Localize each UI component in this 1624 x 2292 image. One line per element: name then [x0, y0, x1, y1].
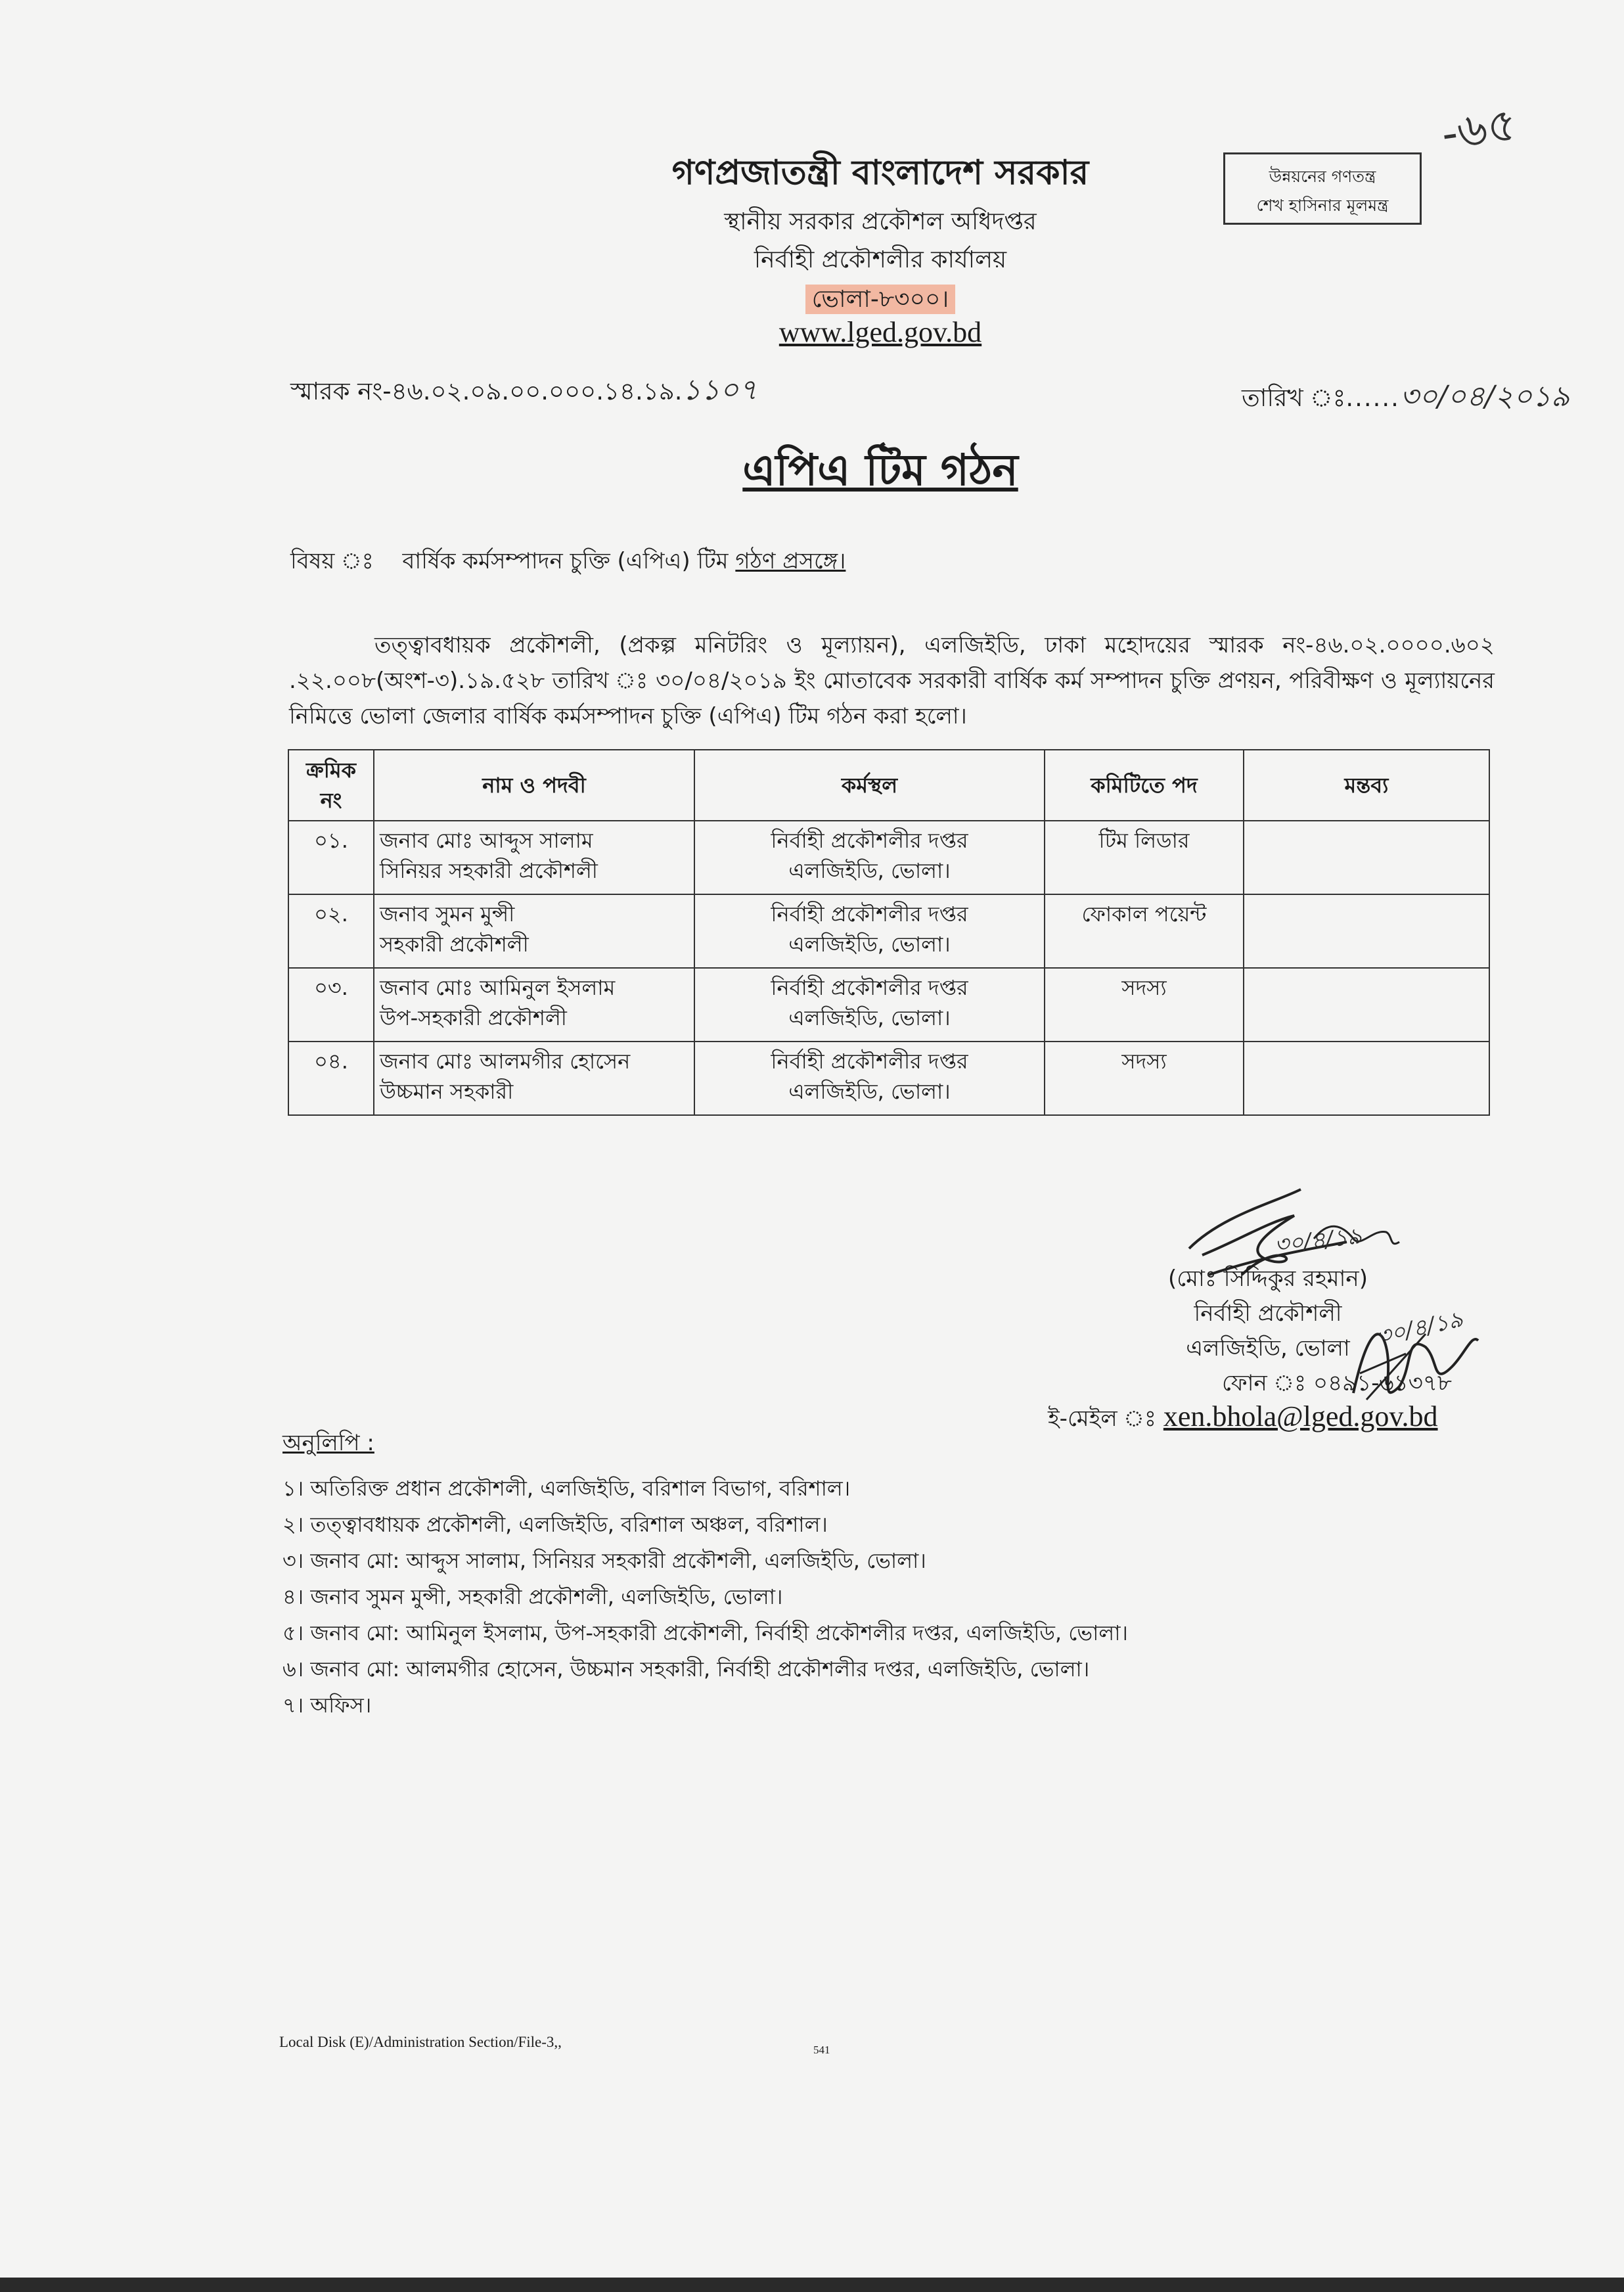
list-item: ১। অতিরিক্ত প্রধান প্রকৌশলী, এলজিইডি, বরিশাল বিভাগ, বরিশাল। — [282, 1476, 851, 1501]
row-serial: ০১. — [288, 821, 374, 894]
row-workplace-cell — [694, 968, 1045, 1042]
memo-date-handwritten: ৩০/০৪/২০১৯ — [1399, 380, 1570, 413]
government-title: গণপ্রজাতন্ত্রী বাংলাদেশ সরকার — [671, 153, 1089, 193]
body-paragraph-text: তত্ত্বাবধায়ক প্রকৌশলী, (প্রকল্প মনিটরিং ও মূল্যায়ন), এলজিইডি, ঢাকা মহোদয়ের স্মারক নং-৪৬.০২.০০০০.৬০২ .২২.০০৮(অংশ-৩).১৯.৫২৮ তারিখ ঃ ৩০/০৪/২০১৯ ইং মোতাবেক সরকারী বার্ষিক কর্ম সম্পাদন চুক্তি প্রণয়ন, পরিবীক্ষণ ও মূল্যায়নের নিমিত্তে ভোলা জেলার বার্ষিক কর্মসম্পাদন চুক্তি (এপিএ) টিম গঠন করা হলো। — [289, 632, 1495, 729]
row-workplace-office: নির্বাহী প্রকৌশলীর দপ্তর — [771, 975, 968, 1000]
signature-date: ৩০/৪/১৯ — [1374, 1306, 1466, 1350]
row-workplace-office: নির্বাহী প্রকৌশলীর দপ্তর — [771, 828, 968, 853]
row-workplace-location: এলজিইডি, ভোলা। — [788, 1005, 951, 1030]
row-workplace-cell — [694, 894, 1045, 968]
table-header-remarks: মন্তব্য — [1244, 750, 1489, 821]
body-paragraph — [289, 628, 1495, 734]
signatory-designation: নির্বাহী প্রকৌশলী — [1194, 1300, 1342, 1327]
memo-number — [290, 368, 757, 416]
row-name: জনাব মোঃ আলমগীর হোসেন — [380, 1049, 631, 1074]
list-item: ২। তত্ত্বাবধায়ক প্রকৌশলী, এলজিইডি, বরিশাল অঞ্চল, বরিশাল। — [282, 1512, 828, 1537]
office-location — [0, 281, 1624, 321]
memo-number-handwritten: ১১০৭ — [682, 373, 757, 407]
row-name-cell — [374, 1042, 694, 1115]
subject-text-underlined: গঠণ প্রসঙ্গে। — [735, 548, 846, 574]
signatory-email-line — [1048, 1400, 1438, 1439]
scan-bottom-edge — [0, 2278, 1624, 2292]
row-workplace-office: নির্বাহী প্রকৌশলীর দপ্তর — [771, 902, 968, 927]
email-label: ই-মেইল ঃ — [1048, 1406, 1157, 1432]
row-role: টিম লিডার — [1045, 821, 1244, 894]
row-designation: উপ-সহকারী প্রকৌশলী — [380, 1005, 567, 1030]
table-header-workplace: কর্মস্থল — [694, 750, 1045, 821]
subject-text: বার্ষিক কর্মসম্পাদন চুক্তি (এপিএ) টিম — [402, 548, 736, 574]
row-role: সদস্য — [1045, 1042, 1244, 1115]
location-highlight: ভোলা-৮৩০০। — [805, 285, 956, 314]
cc-list — [282, 1471, 1128, 1724]
subject-line — [290, 544, 846, 582]
row-remark — [1244, 968, 1489, 1042]
memo-number-label: স্মারক নং-৪৬.০২.০৯.০০.০০০.১৪.১৯. — [290, 377, 683, 405]
table-header-serial: ক্রমিক নং — [288, 750, 374, 821]
row-name-cell — [374, 821, 694, 894]
row-serial: ০৪. — [288, 1042, 374, 1115]
row-role: সদস্য — [1045, 968, 1244, 1042]
row-workplace-cell — [694, 821, 1045, 894]
slogan-box — [1223, 152, 1422, 225]
row-remark — [1244, 821, 1489, 894]
row-workplace-location: এলজিইডি, ভোলা। — [788, 858, 951, 883]
list-item: ৭। অফিস। — [282, 1693, 372, 1718]
row-name-cell — [374, 968, 694, 1042]
row-name-cell — [374, 894, 694, 968]
document-title: এপিএ টিম গঠন — [742, 445, 1018, 495]
signatory-office: এলজিইডি, ভোলা — [1186, 1335, 1350, 1362]
row-workplace-location: এলজিইডি, ভোলা। — [788, 932, 951, 957]
table-header-row — [288, 750, 1489, 821]
row-serial: ০২. — [288, 894, 374, 968]
table-row — [288, 894, 1489, 968]
row-designation: সহকারী প্রকৌশলী — [380, 932, 529, 957]
list-item: ৪। জনাব সুমন মুন্সী, সহকারী প্রকৌশলী, এলজিইডি, ভোলা। — [282, 1584, 783, 1609]
list-item: ৫। জনাব মো: আমিনুল ইসলাম, উপ-সহকারী প্রকৌশলী, নির্বাহী প্রকৌশলীর দপ্তর, এলজিইডি, ভোলা। — [282, 1620, 1128, 1645]
team-table — [288, 749, 1490, 1116]
row-workplace-office: নির্বাহী প্রকৌশলীর দপ্তর — [771, 1049, 968, 1074]
office-name: নির্বাহী প্রকৌশলীর কার্যালয় — [754, 246, 1007, 273]
signatory-phone: ফোন ঃ ০৪৯১-৬১৩৭৮ — [1222, 1370, 1452, 1396]
slogan-line-2: শেখ হাসিনার মূলমন্ত্র — [1256, 196, 1389, 215]
slogan-line-1: উন্নয়নের গণতন্ত্র — [1269, 167, 1376, 186]
table-header-name: নাম ও পদবী — [374, 750, 694, 821]
table-row — [288, 968, 1489, 1042]
row-workplace-location: এলজিইডি, ভোলা। — [788, 1079, 951, 1104]
row-role: ফোকাল পয়েন্ট — [1045, 894, 1244, 968]
subject-label: বিষয় ঃ — [290, 548, 374, 574]
memo-date-label: তারিখ ঃ — [1242, 384, 1346, 412]
row-serial: ০৩. — [288, 968, 374, 1042]
cc-title: অনুলিপি : — [282, 1430, 374, 1456]
corner-file-mark: -৬৫ — [1438, 97, 1521, 161]
row-name: জনাব মোঃ আমিনুল ইসলাম — [380, 975, 616, 1000]
table-row — [288, 1042, 1489, 1115]
signatory-name: (মোঃ সিদ্দিকুর রহমান) — [1168, 1266, 1368, 1292]
table-row — [288, 821, 1489, 894]
email-link[interactable]: xen.bhola@lged.gov.bd — [1163, 1400, 1438, 1432]
row-remark — [1244, 894, 1489, 968]
row-name: জনাব মোঃ আব্দুস সালাম — [380, 828, 593, 853]
footer-page-number: 541 — [813, 2044, 830, 2056]
row-remark — [1244, 1042, 1489, 1115]
row-workplace-cell — [694, 1042, 1045, 1115]
row-designation: সিনিয়র সহকারী প্রকৌশলী — [380, 858, 598, 883]
row-designation: উচ্চমান সহকারী — [380, 1079, 514, 1104]
list-item: ৬। জনাব মো: আলমগীর হোসেন, উচ্চমান সহকারী, নির্বাহী প্রকৌশলীর দপ্তর, এলজিইডি, ভোলা। — [282, 1657, 1090, 1682]
footer-file-path: Local Disk (E)/Administration Section/File-3,, — [279, 2034, 562, 2050]
memo-date: তারিখ ঃ......৩০/০৪/২০১৯ — [1242, 380, 1570, 413]
row-name: জনাব সুমন মুন্সী — [380, 902, 515, 927]
signature-date-top: ৩০/৪/১৯ — [1273, 1223, 1363, 1258]
table-header-committee-role: কমিটিতে পদ — [1045, 750, 1244, 821]
website-link[interactable]: www.lged.gov.bd — [778, 316, 982, 348]
list-item: ৩। জনাব মো: আব্দুস সালাম, সিনিয়র সহকারী প্রকৌশলী, এলজিইডি, ভোলা। — [282, 1548, 926, 1573]
department-name: স্থানীয় সরকার প্রকৌশল অধিদপ্তর — [724, 208, 1037, 235]
